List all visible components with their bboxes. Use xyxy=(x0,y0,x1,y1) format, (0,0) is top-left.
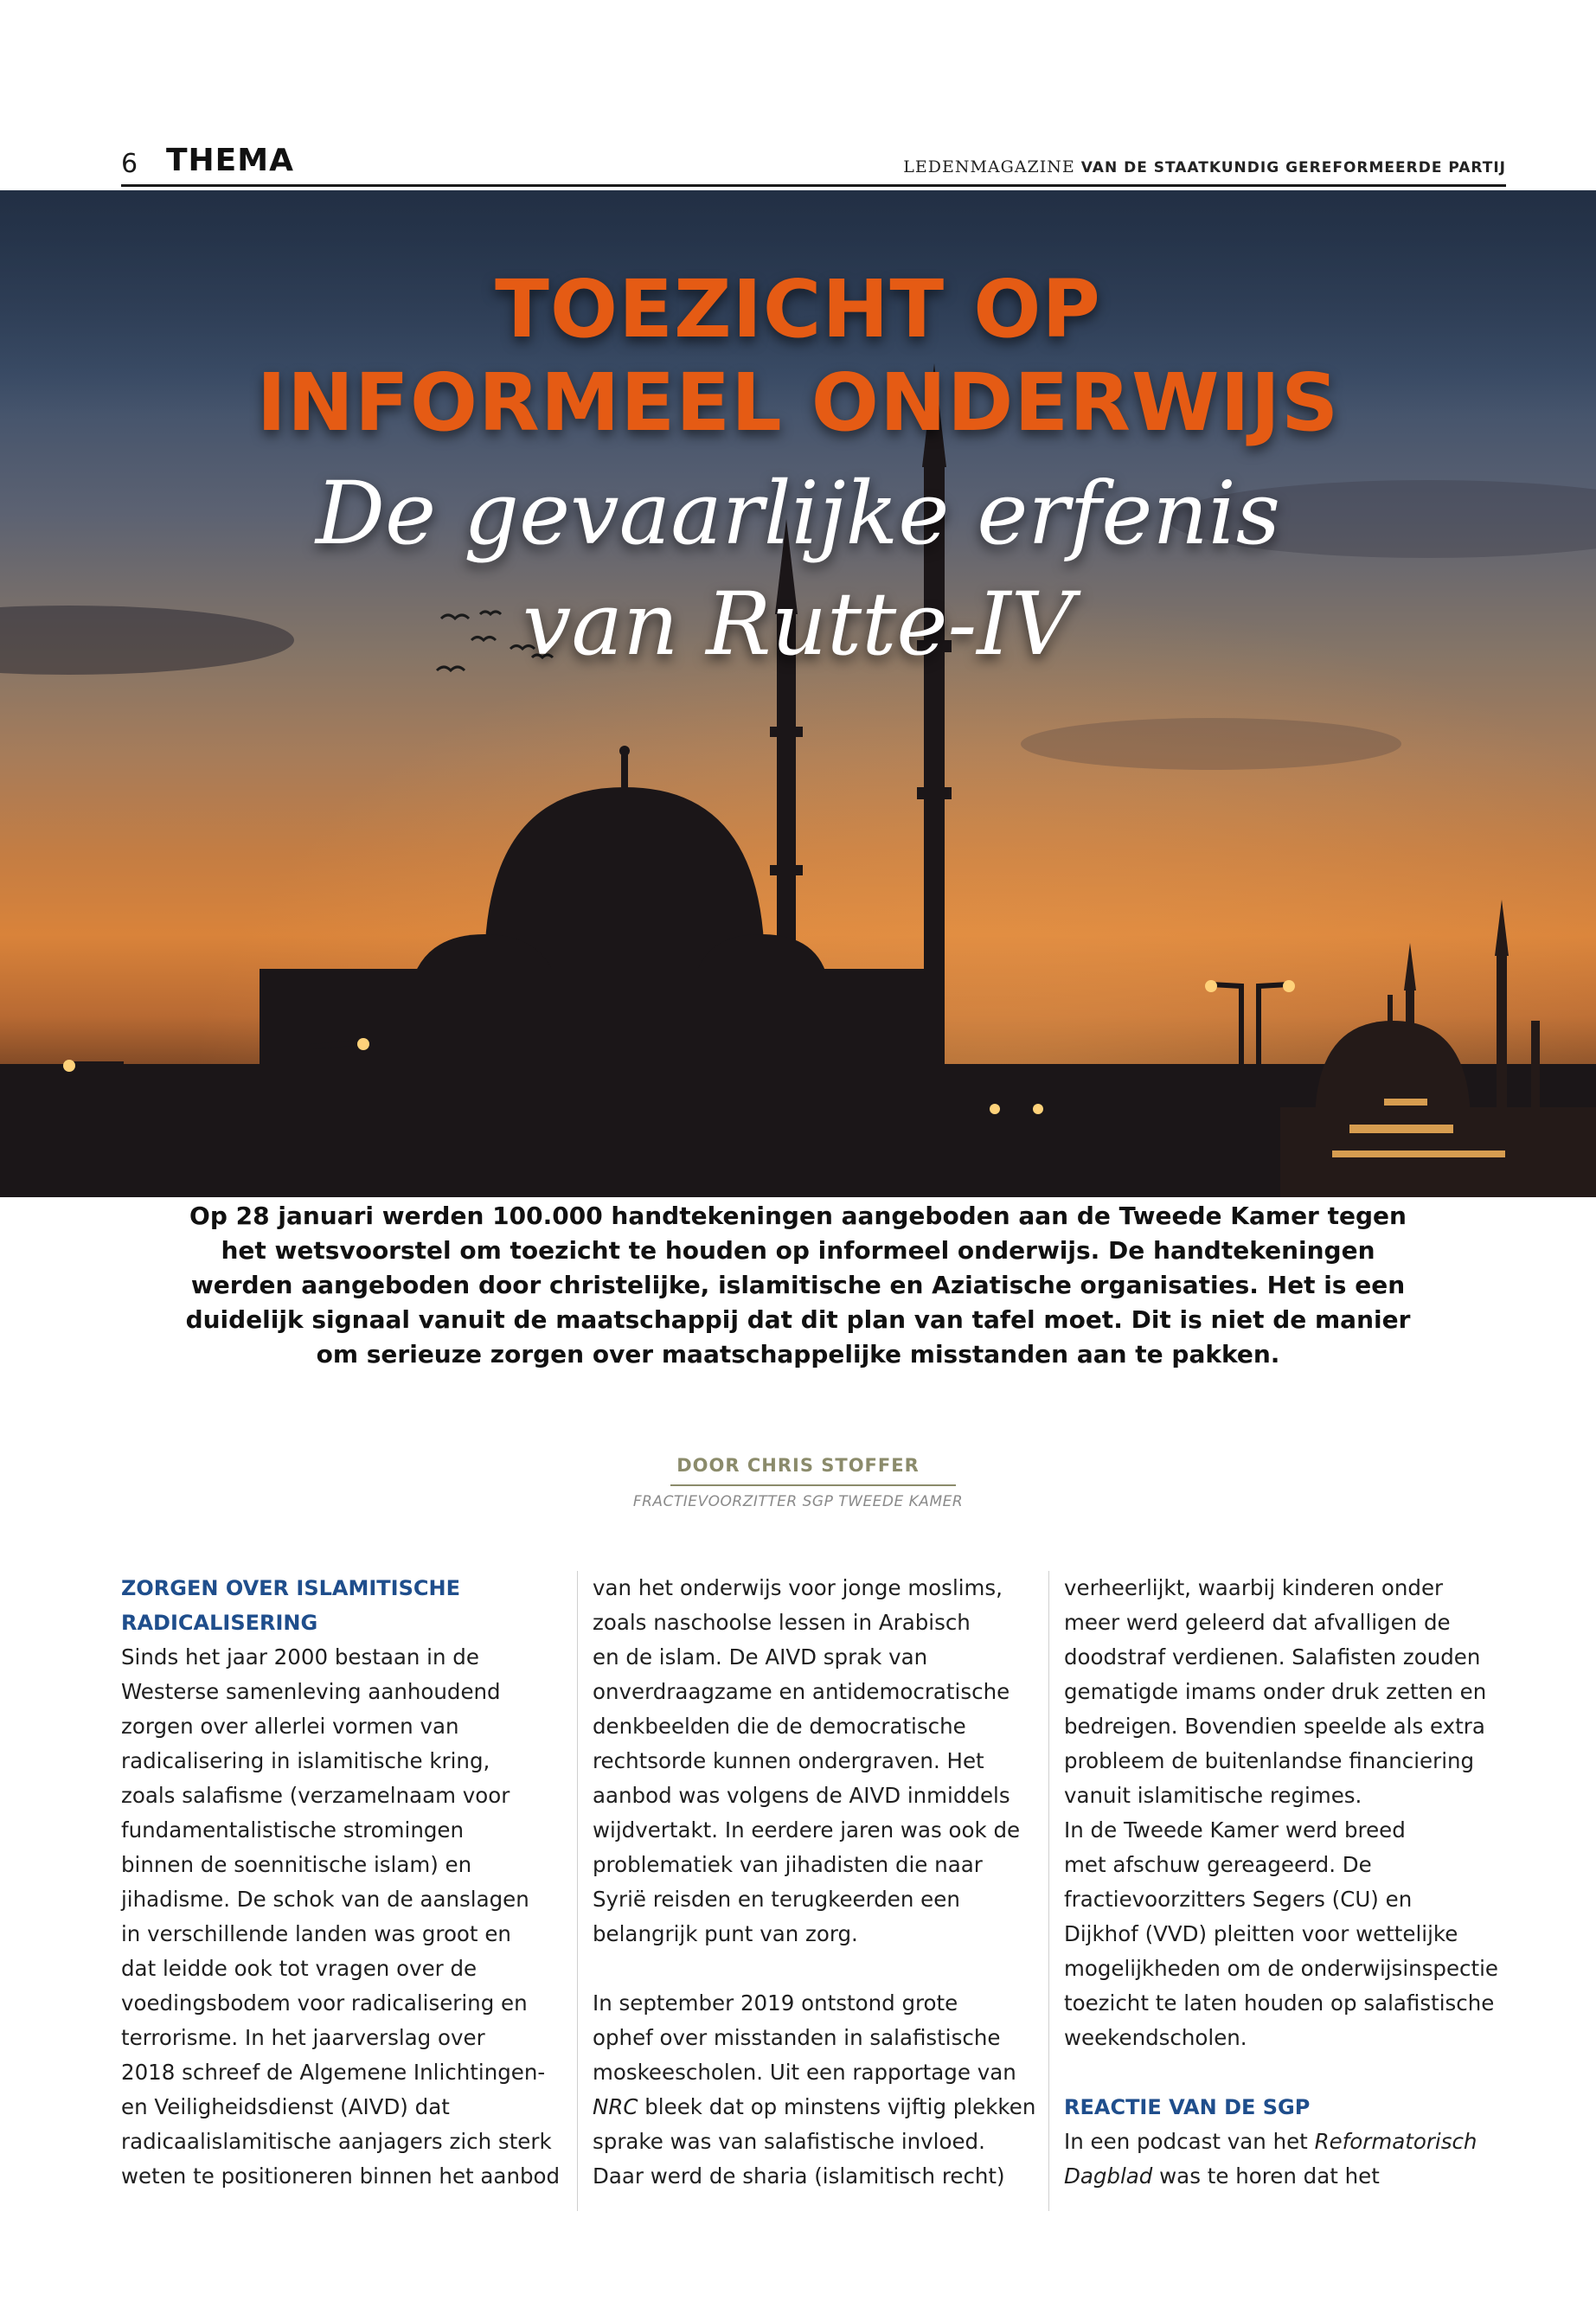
article-subtitle-line-1: De gevaarlijke erfenis xyxy=(315,463,1281,564)
magazine-name-light: LEDENMAGAZINE xyxy=(903,157,1075,176)
text-line: In september 2019 ontstond grote xyxy=(593,1990,958,2016)
text-line: mogelijkheden om de onderwijsinspectie xyxy=(1064,1956,1498,1981)
text-line: fractievoorzitters Segers (CU) en xyxy=(1064,1887,1413,1912)
text-line: zoals salafisme (verzamelnaam voor xyxy=(121,1783,510,1808)
article-subtitle-line-2: van Rutte-IV xyxy=(522,574,1074,675)
column-2 xyxy=(593,1571,1034,2194)
text-line: Syrië reisden en terugkeerden een xyxy=(593,1887,960,1912)
text-line: moskeescholen. Uit een rapportage van xyxy=(593,2060,1016,2085)
byline-author: DOOR CHRIS STOFFER xyxy=(676,1455,920,1476)
text-line: Westerse samenleving aanhoudend xyxy=(121,1679,501,1704)
text-line: Dijkhof (VVD) pleitten voor wettelijke xyxy=(1064,1921,1458,1946)
text-line: toezicht te laten houden op salafistische xyxy=(1064,1990,1495,2016)
text-line: en de islam. De AIVD sprak van xyxy=(593,1644,928,1670)
text-line: van het onderwijs voor jonge moslims, xyxy=(593,1575,1003,1600)
byline-role: FRACTIEVOORZITTER SGP TWEEDE KAMER xyxy=(632,1493,964,1510)
text-line: meer werd geleerd dat afvalligen de xyxy=(1064,1610,1451,1635)
text-line: en Veiligheidsdienst (AIVD) dat xyxy=(121,2094,450,2119)
text-line: in verschillende landen was groot en xyxy=(121,1921,511,1946)
text-line xyxy=(1064,2159,1505,2194)
text-line: fundamentalistische stromingen xyxy=(121,1817,464,1843)
text-line: sprake was van salafistische invloed. xyxy=(593,2129,985,2154)
section-label: THEMA xyxy=(166,143,294,178)
text-line: doodstraf verdienen. Salafisten zouden xyxy=(1064,1644,1481,1670)
text-line: bedreigen. Bovendien speelde als extra xyxy=(1064,1714,1485,1739)
text-line: onverdraagzame en antidemocratische xyxy=(593,1679,1010,1704)
newspaper-italic: Dagblad xyxy=(1064,2163,1153,2189)
section-heading: ZORGEN OVER ISLAMITISCHE xyxy=(121,1576,460,1600)
text-line: belangrijk punt van zorg. xyxy=(593,1921,858,1946)
text-line: radicalisering in islamitische kring, xyxy=(121,1748,490,1773)
text-line: vanuit islamitische regimes. xyxy=(1064,1783,1362,1808)
column-divider xyxy=(577,1571,578,2211)
text-line: terrorisme. In het jaarverslag over xyxy=(121,2025,485,2050)
intro-paragraph: Op 28 januari werden 100.000 handtekeningen aangeboden aan de Tweede Kamer tegen het wetsvoorstel om toezicht te houden op informeel onderwijs. De handtekeningen werden aangeboden door christelijke, islamitische en Aziatische organisaties. Het is een duidelijk signaal vanuit de maatschappij dat dit plan van tafel moet. Dit is niet de manier om serieuze zorgen over maatschappelijke misstanden aan te pakken. xyxy=(185,1202,1411,1368)
column-3 xyxy=(1064,1571,1505,2194)
text-line: met afschuw gereageerd. De xyxy=(1064,1852,1372,1877)
text-line: weekendscholen. xyxy=(1064,2025,1247,2050)
text-line: 2018 schreef de Algemene Inlichtingen- xyxy=(121,2060,546,2085)
article-title xyxy=(0,263,1596,450)
page-header xyxy=(121,138,1506,187)
text-line: wijdvertakt. In eerdere jaren was ook de xyxy=(593,1817,1021,1843)
text-line: weten te positioneren binnen het aanbod xyxy=(121,2163,561,2189)
text-line: aanbod was volgens de AIVD inmiddels xyxy=(593,1783,1010,1808)
magazine-name xyxy=(903,157,1506,176)
text-line-plain: In een podcast van het xyxy=(1064,2129,1315,2154)
text-line: voedingsbodem voor radicalisering en xyxy=(121,1990,528,2016)
magazine-name-bold: VAN DE STAATKUNDIG GEREFORMEERDE PARTIJ xyxy=(1080,159,1506,176)
text-line xyxy=(593,2090,1034,2125)
text-line xyxy=(1064,2125,1505,2159)
text-line: zoals naschoolse lessen in Arabisch xyxy=(593,1610,971,1635)
paragraph-gap xyxy=(593,1952,1034,1986)
text-line: rechtsorde kunnen ondergraven. Het xyxy=(593,1748,984,1773)
byline-divider xyxy=(670,1484,956,1486)
text-line-rest: bleek dat op minstens vijftig plekken xyxy=(638,2094,1036,2119)
text-line: binnen de soennitische islam) en xyxy=(121,1852,472,1877)
text-line: verheerlijkt, waarbij kinderen onder xyxy=(1064,1575,1444,1600)
text-line: problematiek van jihadisten die naar xyxy=(593,1852,983,1877)
column-divider xyxy=(1048,1571,1049,2211)
article-title-line-1: TOEZICHT OP xyxy=(495,263,1101,356)
text-line: In de Tweede Kamer werd breed xyxy=(1064,1817,1406,1843)
text-line: probleem de buitenlandse financiering xyxy=(1064,1748,1475,1773)
text-line: Daar werd de sharia (islamitisch recht) xyxy=(593,2163,1005,2189)
text-line: ophef over misstanden in salafistische xyxy=(593,2025,1001,2050)
text-line: denkbeelden die de democratische xyxy=(593,1714,966,1739)
page-number: 6 xyxy=(121,149,138,179)
paragraph-gap xyxy=(1064,2055,1505,2090)
article-title-line-2: INFORMEEL ONDERWIJS xyxy=(256,356,1340,449)
text-line: Sinds het jaar 2000 bestaan in de xyxy=(121,1644,479,1670)
hero-photo xyxy=(0,190,1596,1197)
text-line: gematigde imams onder druk zetten en xyxy=(1064,1679,1487,1704)
text-line: zorgen over allerlei vormen van xyxy=(121,1714,459,1739)
text-line: dat leidde ook tot vragen over de xyxy=(121,1956,478,1981)
nrc-italic: NRC xyxy=(593,2094,638,2119)
newspaper-italic: Reformatorisch xyxy=(1314,2129,1477,2154)
column-1 xyxy=(121,1571,562,2194)
text-line: radicaalislamitische aanjagers zich sterk xyxy=(121,2129,552,2154)
section-heading: RADICALISERING xyxy=(121,1611,318,1635)
section-heading: REACTIE VAN DE SGP xyxy=(1064,2095,1311,2119)
text-line: jihadisme. De schok van de aanslagen xyxy=(121,1887,529,1912)
text-line-plain: was te horen dat het xyxy=(1152,2163,1380,2189)
article-subtitle xyxy=(0,458,1596,680)
